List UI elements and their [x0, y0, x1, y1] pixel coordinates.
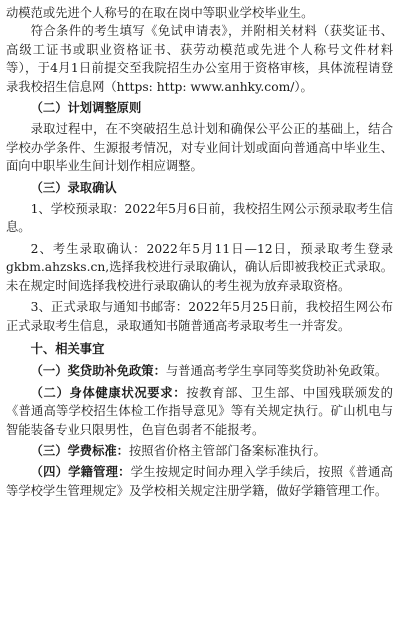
heading-related-matters: 十、相关事宜 [30, 340, 105, 356]
tuition-standard-label: （三）学费标准： [30, 442, 129, 458]
paragraph-eligibility-end: 动模范或先进个人称号的在取在岗中等职业学校毕业生。 [6, 6, 314, 20]
student-status-text: 学生按规定时间办理入学手续后，按照《普通高等学校学生管理规定》及学校相关规定注册学籍，做好学籍管理工作。 [6, 465, 393, 498]
health-requirements-label: （二）身体健康状况要求： [30, 384, 187, 400]
paragraph-financial-aid [6, 362, 393, 380]
heading-admission-confirmation: （三）录取确认 [30, 179, 117, 195]
paragraph-health-requirements [6, 384, 393, 439]
heading-plan-adjustment: （二）计划调整原则 [30, 100, 142, 116]
paragraph-student-status [6, 463, 393, 500]
paragraph-tuition-standard [6, 442, 393, 460]
financial-aid-label: （一）奖贷助补免政策： [30, 363, 166, 379]
paragraph-application-materials: 符合条件的考生填写《免试申请表》，并附相关材料（获奖证书、高级工证书或职业资格证书、获劳动模范或先进个人称号文件材料等），于4月1日前提交至我院招生办公室用于资格审核，具体流程请登录我校招生信息网（https: http: www.anhky.com/）。 [6, 24, 393, 94]
health-requirements-text: 按教育部、卫生部、中国残联颁发的《普通高等学校招生体检工作指导意见》等有关规定执行。矿山机电与智能装备专业只限男性，色盲色弱者不能报考。 [6, 385, 393, 437]
student-status-label: （四）学籍管理： [30, 464, 131, 480]
tuition-standard-text: 按照省价格主管部门备案标准执行。 [128, 443, 326, 458]
paragraph-admission-confirmation: 2、考生录取确认：2022年5月11日—12日，预录取考生登录gkbm.ahzsks.cn,选择我校进行录取确认，确认后即被我校正式录取。未在规定时间选择我校进行录取确认的考生视为放弃录取资格。 [6, 241, 393, 293]
paragraph-pre-admission: 1、学校预录取：2022年5月6日前，我校招生网公示预录取考生信息。 [6, 202, 393, 235]
financial-aid-text: 与普通高考学生享同等奖贷助补免政策。 [165, 364, 388, 379]
paragraph-formal-admission: 3、正式录取与通知书邮寄：2022年5月25日前，我校招生网公布正式录取考生信息，录取通知书随普通高考录取考生一并寄发。 [6, 300, 393, 333]
paragraph-plan-adjustment: 录取过程中，在不突破招生总计划和确保公平公正的基础上，结合学校办学条件、生源报考情况，对专业间计划或面向普通高中毕业生、面向中职毕业生间计划作相应调整。 [6, 122, 393, 174]
